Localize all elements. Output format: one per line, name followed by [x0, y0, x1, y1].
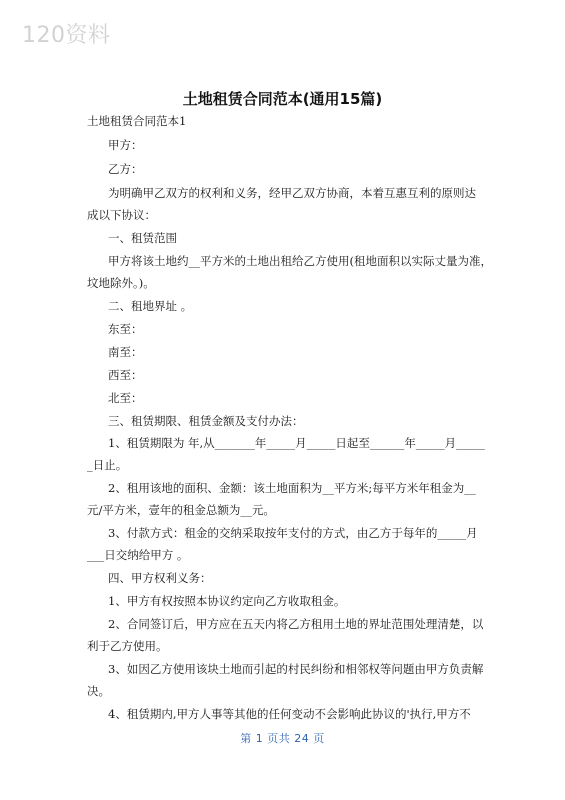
paragraph: 2、合同签订后，甲方应在五天内将乙方租用土地的界址范围处理清楚，以: [108, 617, 484, 631]
paragraph: 元/平方米，壹年的租金总额为__元。: [87, 503, 275, 517]
paragraph: ___日交纳给甲方 。: [87, 548, 189, 562]
paragraph: 3、付款方式：租金的交纳采取按年支付的方式，由乙方于每年的_____月: [108, 526, 478, 540]
paragraph: 1、甲方有权按照本协议约定向乙方收取租金。: [108, 594, 346, 608]
paragraph: 东至：: [108, 322, 143, 336]
paragraph: 南至：: [108, 345, 143, 359]
paragraph: 西至：: [108, 368, 143, 382]
page-number: 第 1 页共 24 页: [240, 732, 325, 745]
paragraph: 4、租赁期内,甲方人事等其他的任何变动不会影响此协议的'执行,甲方不: [108, 707, 471, 721]
paragraph: 乙方：: [108, 162, 143, 176]
paragraph: 2、租用该地的面积、金额：该土地面积为__平方米;每平方米年租金为__: [108, 481, 476, 495]
paragraph: 北至：: [108, 391, 143, 405]
watermark-logo: 120资料: [22, 23, 111, 48]
paragraph: 利于乙方使用。: [87, 639, 168, 653]
paragraph: _日止。: [87, 458, 128, 472]
paragraph: 为明确甲乙双方的权利和义务，经甲乙双方协商，本着互惠互利的原则达: [108, 186, 476, 200]
paragraph: 甲方将该土地约__平方米的土地出租给乙方使用(租地面积以实际丈量为准，: [108, 254, 492, 268]
section-heading: 四、甲方权利义务：: [108, 571, 212, 585]
paragraph-heading: 土地租赁合同范本1: [87, 114, 187, 128]
paragraph: 决。: [87, 684, 110, 698]
paragraph: 甲方：: [108, 138, 143, 152]
section-heading: 二、租地界址 。: [108, 299, 193, 313]
section-heading: 一、租赁范围: [108, 231, 177, 245]
paragraph: 成以下协议：: [87, 208, 156, 222]
section-heading: 三、租赁期限、租赁金额及支付办法：: [108, 414, 304, 428]
paragraph: 坟地除外。)。: [87, 276, 155, 290]
document-title: 土地租赁合同范本(通用15篇): [182, 90, 383, 108]
paragraph: 3、如因乙方使用该块土地而引起的村民纠纷和相邻权等问题由甲方负责解: [108, 662, 484, 676]
paragraph: 1、租赁期限为 年,从_______年_____月_____日起至______年_____月_____: [108, 436, 485, 450]
